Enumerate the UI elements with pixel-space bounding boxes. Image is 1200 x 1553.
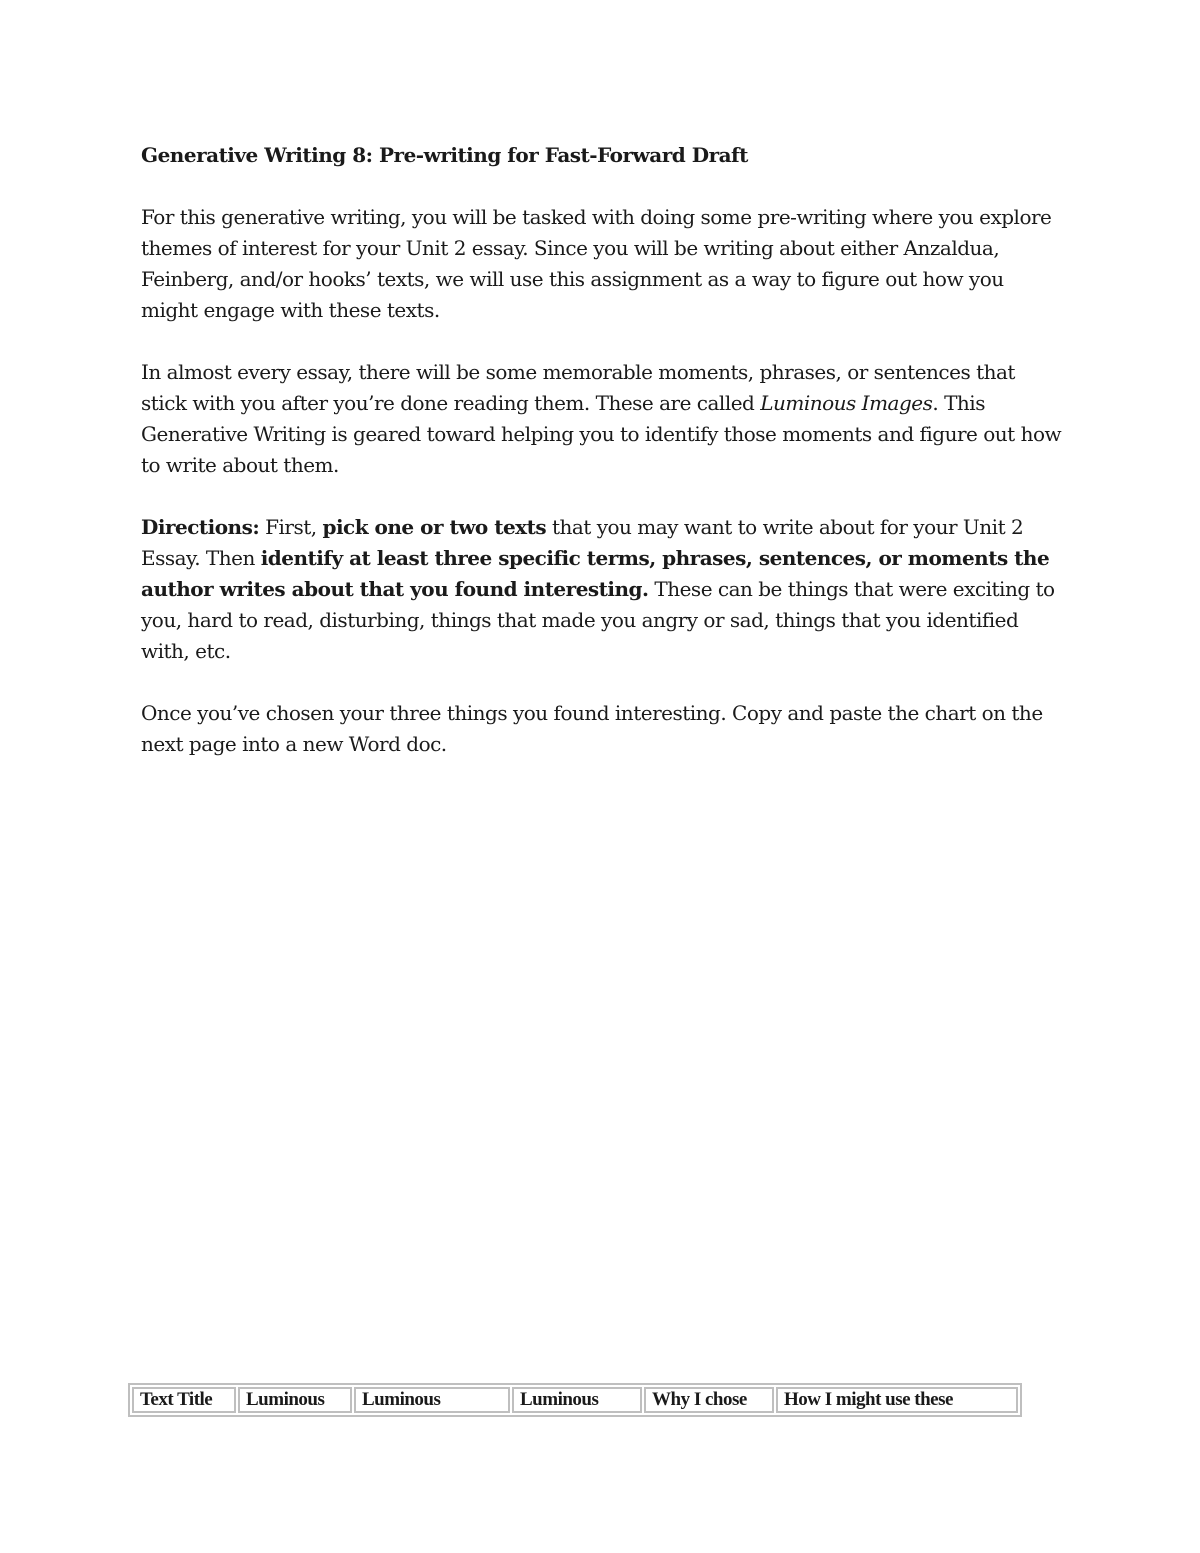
header-why-i-chose: Why I chose bbox=[644, 1387, 774, 1413]
directions-text-1: First, bbox=[259, 515, 323, 539]
directions-bold-2: identify at least three specific terms, phrases, sentences, or moments the author writes about that you found interesting. bbox=[141, 546, 1050, 601]
closing-paragraph: Once you’ve chosen your three things you found interesting. Copy and paste the chart on the next page into a new Word doc. bbox=[141, 701, 1043, 756]
header-luminous-1: Luminous bbox=[238, 1387, 352, 1413]
directions-bold-1: pick one or two texts bbox=[322, 515, 547, 539]
chart-header-row bbox=[132, 1387, 1018, 1413]
header-luminous-2: Luminous bbox=[354, 1387, 510, 1413]
header-luminous-3: Luminous bbox=[512, 1387, 642, 1413]
directions-paragraph bbox=[141, 512, 1066, 667]
luminous-text-before: In almost every essay, there will be some memorable moments, phrases, or sentences that stick with you after you’re done reading them. These are called bbox=[141, 360, 1015, 415]
header-how-i-might-use: How I might use these bbox=[776, 1387, 1018, 1413]
intro-paragraph: For this generative writing, you will be tasked with doing some pre-writing where you explore themes of interest for your Unit 2 essay. Since you will be writing about either Anzaldua, Feinberg, and/or hooks’ texts, we will use this assignment as a way to figure out how you might engage with these texts. bbox=[141, 205, 1052, 322]
directions-label: Directions: bbox=[141, 515, 260, 539]
luminous-images-term: Luminous Images bbox=[760, 391, 933, 415]
directions-text-2: that you may want to write about for your Unit 2 Essay. Then bbox=[141, 515, 1024, 570]
luminous-text-after: . This Generative Writing is geared toward helping you to identify those moments and figure out how to write about them. bbox=[141, 391, 1062, 477]
directions-text-3: These can be things that were exciting to you, hard to read, disturbing, things that made you angry or sad, things that you identified with, etc. bbox=[141, 577, 1055, 663]
luminous-images-paragraph bbox=[141, 357, 1066, 481]
document-title: Generative Writing 8: Pre-writing for Fast-Forward Draft bbox=[141, 143, 748, 167]
header-text-title: Text Title bbox=[132, 1387, 236, 1413]
luminous-images-chart bbox=[128, 1383, 1022, 1417]
document-page bbox=[141, 140, 1066, 791]
